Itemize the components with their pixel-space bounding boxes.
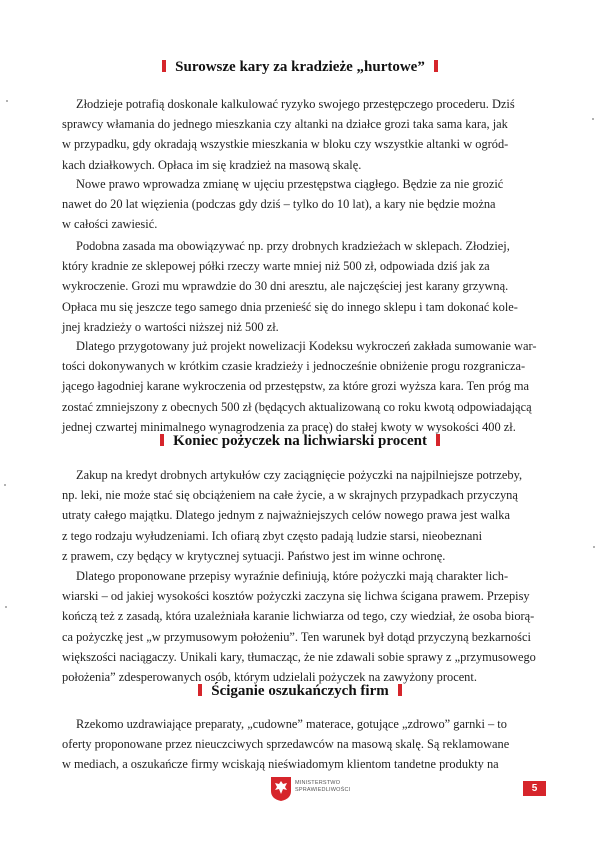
text-line: kończą też z zasadą, która uzależniała karanie lichwiarza od tego, czy wiedział, że osoba biorą- [62,609,535,624]
scan-speck [6,100,8,102]
ministry-label [295,780,350,793]
text-line: Podobna zasada ma obowiązywać np. przy drobnych kradzieżach w sklepach. Złodziej, [76,239,510,253]
heading-marker-right [398,684,402,696]
text-line: Złodzieje potrafią doskonale kalkulować ryzyko swojego przestępczego procederu. Dziś [76,97,515,111]
heading-marker-left [160,434,164,446]
heading-marker-left [198,684,202,696]
heading-marker-right [436,434,440,446]
heading-text: Ściganie oszukańczych firm [211,683,389,699]
paragraph [62,465,548,566]
text-line: większości naciągaczy. Unikali kary, tłumacząc, że nie zdawali sobie sprawy z „przymusowego [62,649,536,664]
paragraph [62,94,548,175]
text-line: jnej kradzieży o wartości niższej niż 500 zł. [62,319,279,334]
paragraph [62,174,548,235]
heading-marker-right [434,60,438,72]
text-line: zostać zmniejszony z obecnych 500 zł (będących aktualizowaną co roku kwotą odpowiadającą [62,399,532,414]
section-heading [0,57,600,77]
text-line: jącego łagodniej karane wykroczenia od przestępstw, za które grozi wyższa kara. Ten próg ma [62,379,530,394]
text-line: Rzekomo uzdrawiające preparaty, „cudowne” materace, gotujące „zdrowo” garnki – to [76,717,507,731]
text-line: oferty proponowane przez nieuczciwych sprzedawców na masową skalę. Są reklamowane [62,737,510,752]
text-line: ca pożyczkę jest „w przymusowym położeniu”. Ten warunek był dotąd przyczyną bezkarności [62,629,531,644]
heading-text: Surowsze kary za kradzieże „hurtowe” [175,59,425,75]
section-heading [0,681,600,701]
text-line: Dlatego proponowane przepisy wyraźnie definiują, które pożyczki mają charakter lich- [76,569,509,583]
paragraph [62,714,548,775]
paragraph [62,336,548,437]
text-line: np. leki, nie może stać się obciążeniem na całe życie, a w skrajnych przypadkach przyczyną [62,488,518,503]
text-line: wykroczenie. Grozi mu wprawdzie do 30 dni aresztu, ale najczęściej jest karany grzywną. [62,279,509,294]
polish-eagle-emblem [270,776,292,802]
text-line: wiarski – od jakiej wysokości kosztów pożyczki zaczyna się lichwa ścigana prawem. Przepisy [62,589,530,604]
heading-marker-left [162,60,166,72]
text-line: utraty całego majątku. Dlatego jednym z najważniejszych celów nowego prawa jest walka [62,508,510,523]
text-line: Nowe prawo wprowadza zmianę w ujęciu przestępstwa ciągłego. Będzie za nie grozić [76,177,504,191]
scan-speck [4,484,6,486]
section-heading [0,431,600,451]
text-line: Zakup na kredyt drobnych artykułów czy zaciągnięcie pożyczki na najpilniejsze potrzeby, [76,468,523,482]
ministry-line-2: SPRAWIEDLIWOŚCI [295,786,351,793]
page-number-badge: 5 [523,781,546,796]
text-line: sprawcy włamania do jednego mieszkania czy altanki na działce grozi taka sama kara, jak [62,117,508,132]
text-line: jednej czwartej minimalnego wynagrodzenia za pracę) do stałej kwoty w wysokości 400 zł. [62,419,516,434]
text-line: nawet do 20 lat więzienia (podczas gdy dziś – tylko do 10 lat), a kary nie będzie można [62,197,496,212]
text-line: kach działkowych. Opłaca im się kradzież na masową skalę. [62,157,362,172]
paragraph [62,236,548,337]
text-line: Dlatego przygotowany już projekt nowelizacji Kodeksu wykroczeń zakłada sumowanie war- [76,339,537,353]
text-line: Opłaca mu się jeszcze tego samego dnia przenieść się do innego sklepu i tam dokonać kole- [62,299,518,314]
text-line: w całości zawiesić. [62,217,158,232]
text-line: z tego rodzaju wyłudzeniami. Ich ofiarą zbyt często padają ludzie starsi, nieobeznani [62,528,483,543]
heading-text: Koniec pożyczek na lichwiarski procent [173,433,427,449]
text-line: tości dokonywanych w krótkim czasie kradzieży i jednocześnie obniżenie progu rozgranicza- [62,359,526,374]
text-line: w przypadku, gdy okradają wszystkie mieszkania w bloku czy wszystkie altanki w ogród- [62,137,509,152]
paragraph [62,566,548,687]
text-line: położenia” zdesperowanych osób, którym udzielali pożyczek na zawyżony procent. [62,670,477,685]
text-line: który kradnie ze sklepowej półki rzeczy warte mniej niż 500 zł, odpowiada dziś jak za [62,259,490,274]
scan-speck [592,118,594,120]
scan-speck [593,546,595,548]
ministry-line-1: MINISTERSTWO [295,780,341,786]
text-line: z prawem, czy będący w krytycznej sytuacji. Państwo jest im winne ochronę. [62,548,446,563]
scan-speck [5,606,7,608]
text-line: w mediach, a oszukańcze firmy wciskają nieświadomym klientom tandetne produkty na [62,757,499,772]
